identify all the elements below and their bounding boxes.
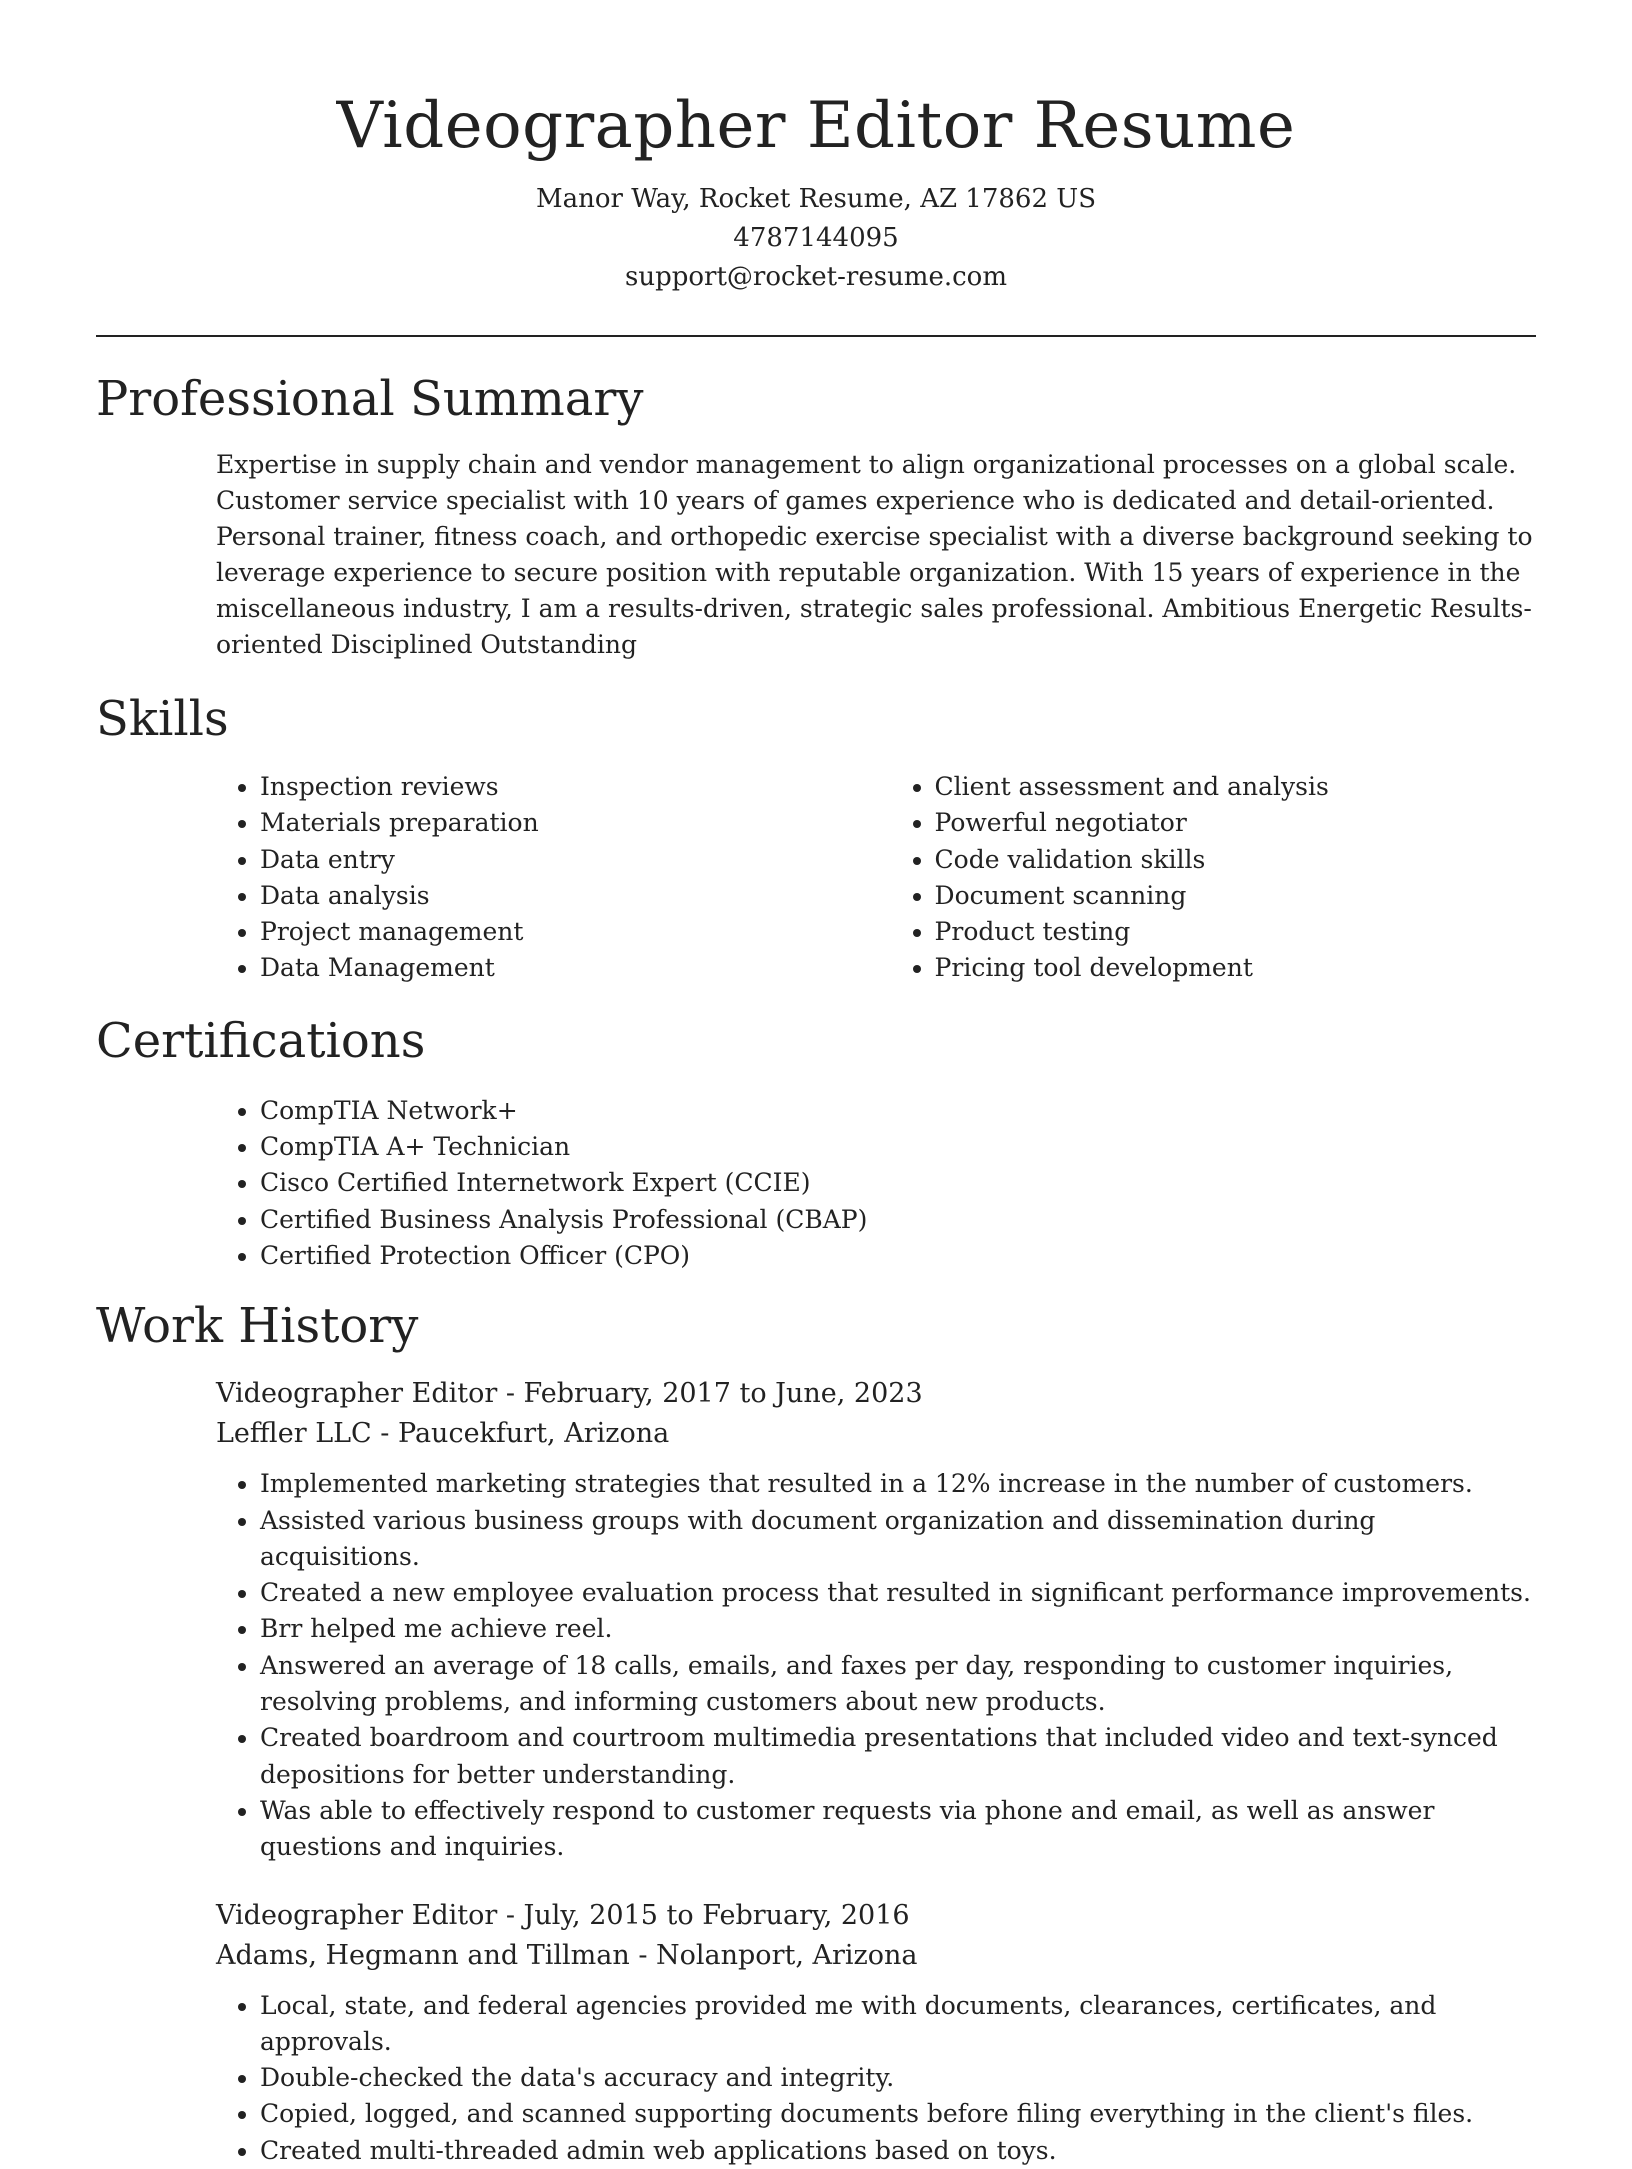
certification-item: • CompTIA Network+ xyxy=(260,1093,1536,1129)
job-bullets xyxy=(216,1988,1536,2169)
skill-item: • Data Management xyxy=(260,950,891,986)
certification-item: • CompTIA A+ Technician xyxy=(260,1129,1536,1165)
skill-item: • Code validation skills xyxy=(935,842,1536,878)
job-role: Videographer Editor xyxy=(216,1899,498,1931)
job-entry xyxy=(216,1374,1536,1865)
job-bullet: • Created boardroom and courtroom multimedia presentations that included video and text-synced depositions for better understanding. xyxy=(260,1720,1536,1793)
skill-item: • Client assessment and analysis xyxy=(935,769,1536,805)
skill-item: • Powerful negotiator xyxy=(935,805,1536,841)
section-title-summary: Professional Summary xyxy=(96,371,644,427)
skill-item: • Data entry xyxy=(260,842,891,878)
job-bullet: • Was able to effectively respond to customer requests via phone and email, as well as answer questions and inquiries. xyxy=(260,1793,1536,1866)
contact-address: Manor Way, Rocket Resume, AZ 17862 US xyxy=(535,184,1096,214)
contact-block xyxy=(96,180,1536,297)
skill-item: • Materials preparation xyxy=(260,805,891,841)
job-location: - Paucekfurt, Arizona xyxy=(371,1418,670,1450)
certification-item: • Cisco Certified Internetwork Expert (CCIE) xyxy=(260,1165,1536,1201)
job-bullet: • Copied, logged, and scanned supporting documents before filing everything in the client's files. xyxy=(260,2096,1536,2132)
section-title-work-history: Work History xyxy=(96,1298,419,1355)
skill-item: • Pricing tool development xyxy=(935,950,1536,986)
job-entry xyxy=(216,1896,1536,2169)
job-bullet: • Brr helped me achieve reel. xyxy=(260,1611,1536,1647)
job-bullet: • Implemented marketing strategies that resulted in a 12% increase in the number of customers. xyxy=(260,1466,1536,1502)
section-title-certifications: Certifications xyxy=(96,1012,426,1069)
job-dates: - February, 2017 to June, 2023 xyxy=(497,1378,923,1410)
job-dates: - July, 2015 to February, 2016 xyxy=(497,1899,910,1931)
resume-header xyxy=(96,0,1536,297)
skill-item: • Document scanning xyxy=(935,878,1536,914)
skill-item: • Inspection reviews xyxy=(260,769,891,805)
summary-text: Expertise in supply chain and vendor management to align organizational processes on a global scale. Customer service specialist with 10 years of games experience who is dedicated and detail-oriented. Personal trainer, fitness coach, and orthopedic exercise specialist with a diverse background seeking to leverage experience to secure position with reputable organization. With 15 years of experience in the miscellaneous industry, I am a results-driven, strategic sales professional. Ambitious Energetic Results-oriented Disciplined Outstanding xyxy=(216,450,1533,659)
section-title-skills: Skills xyxy=(96,691,229,747)
job-bullet: • Assisted various business groups with document organization and dissemination during acquisitions. xyxy=(260,1503,1536,1576)
job-company-line xyxy=(216,1936,1536,1976)
skills-list-right xyxy=(891,769,1536,987)
resume-title: Videographer Editor Resume xyxy=(336,89,1296,163)
job-role-line xyxy=(216,1374,1536,1414)
job-bullet: • Created a new employee evaluation process that resulted in significant performance improvements. xyxy=(260,1575,1536,1611)
certifications-list xyxy=(216,1093,1536,1274)
job-bullet: • Answered an average of 18 calls, emails, and faxes per day, responding to customer inquiries, resolving problems, and informing customers about new products. xyxy=(260,1648,1536,1721)
job-bullet: • Local, state, and federal agencies provided me with documents, clearances, certificates, and approvals. xyxy=(260,1988,1536,2061)
resume-page xyxy=(96,0,1536,2169)
header-divider xyxy=(96,335,1536,337)
job-bullets xyxy=(216,1466,1536,1865)
job-role: Videographer Editor xyxy=(216,1378,498,1410)
skill-item: • Product testing xyxy=(935,914,1536,950)
job-location: - Nolanport, Arizona xyxy=(629,1939,918,1971)
job-bullet: • Double-checked the data's accuracy and integrity. xyxy=(260,2060,1536,2096)
job-company: Leffler LLC xyxy=(216,1418,372,1450)
skill-item: • Data analysis xyxy=(260,878,891,914)
skill-item: • Project management xyxy=(260,914,891,950)
job-company-line xyxy=(216,1414,1536,1454)
certification-item: • Certified Protection Officer (CPO) xyxy=(260,1238,1536,1274)
job-bullet: • Created multi-threaded admin web applications based on toys. xyxy=(260,2133,1536,2169)
job-company: Adams, Hegmann and Tillman xyxy=(216,1939,630,1971)
certification-item: • Certified Business Analysis Professional (CBAP) xyxy=(260,1202,1536,1238)
skills-list-left xyxy=(216,769,891,987)
job-role-line xyxy=(216,1896,1536,1936)
contact-phone: 4787144095 xyxy=(733,223,899,253)
skills-columns xyxy=(96,769,1536,987)
contact-email: support@rocket-resume.com xyxy=(624,262,1007,292)
